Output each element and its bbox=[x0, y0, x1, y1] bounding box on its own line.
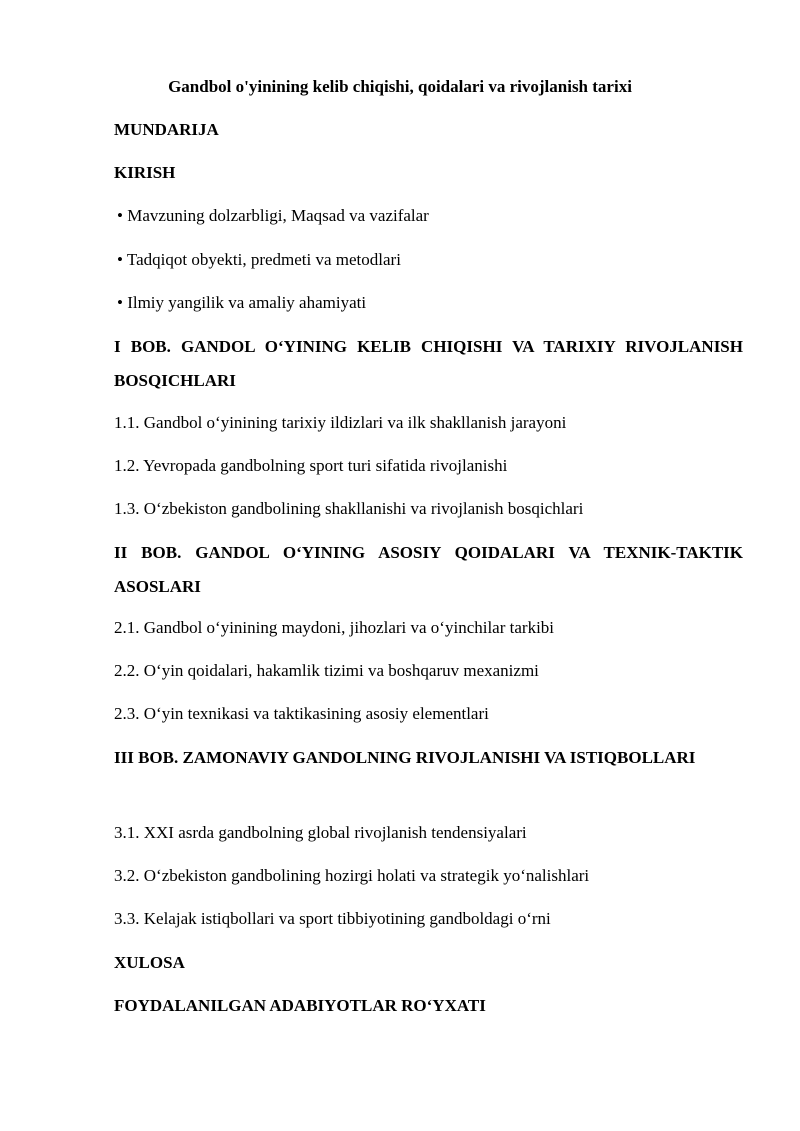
intro-item: • Ilmiy yangilik va amaliy ahamiyati bbox=[117, 293, 367, 312]
intro-item: • Mavzuning dolzarbligi, Maqsad va vazifalar bbox=[117, 206, 429, 225]
contents-heading: MUNDARIJA bbox=[114, 120, 219, 139]
chapter-2-section: 2.2. O‘yin qoidalari, hakamlik tizimi va boshqaruv mexanizmi bbox=[114, 661, 539, 680]
chapter-3-section: 3.3. Kelajak istiqbollari va sport tibbiyotining gandboldagi o‘rni bbox=[114, 909, 551, 928]
chapter-1-heading: I BOB. GANDOL O‘YINING KELIB CHIQISHI VA TARIXIY RIVOJLANISH BOSQICHLARI bbox=[114, 337, 743, 390]
chapter-3-section: 3.1. XXI asrda gandbolning global rivojlanish tendensiyalari bbox=[114, 823, 527, 842]
intro-item: • Tadqiqot obyekti, predmeti va metodlari bbox=[117, 250, 401, 269]
chapter-2-heading: II BOB. GANDOL O‘YINING ASOSIY QOIDALARI VA TEXNIK-TAKTIK ASOSLARI bbox=[114, 543, 743, 596]
chapter-2-section: 2.1. Gandbol o‘yinining maydoni, jihozlari va o‘yinchilar tarkibi bbox=[114, 618, 555, 637]
document-title: Gandbol o'yinining kelib chiqishi, qoidalari va rivojlanish tarixi bbox=[168, 77, 632, 96]
chapter-1-section: 1.3. O‘zbekiston gandbolining shakllanishi va rivojlanish bosqichlari bbox=[114, 499, 584, 518]
chapter-3-section: 3.2. O‘zbekiston gandbolining hozirgi holati va strategik yo‘nalishlari bbox=[114, 866, 590, 885]
chapter-1-section: 1.1. Gandbol o‘yinining tarixiy ildizlari va ilk shakllanish jarayoni bbox=[114, 413, 567, 432]
chapter-2-section: 2.3. O‘yin texnikasi va taktikasining asosiy elementlari bbox=[114, 704, 489, 723]
conclusion-heading: XULOSA bbox=[114, 953, 185, 972]
chapter-3-heading: III BOB. ZAMONAVIY GANDOLNING RIVOJLANISHI VA ISTIQBOLLARI bbox=[114, 748, 696, 767]
references-heading: FOYDALANILGAN ADABIYOTLAR RO‘YXATI bbox=[114, 996, 486, 1015]
intro-heading: KIRISH bbox=[114, 163, 176, 182]
chapter-1-section: 1.2. Yevropada gandbolning sport turi sifatida rivojlanishi bbox=[114, 456, 508, 475]
